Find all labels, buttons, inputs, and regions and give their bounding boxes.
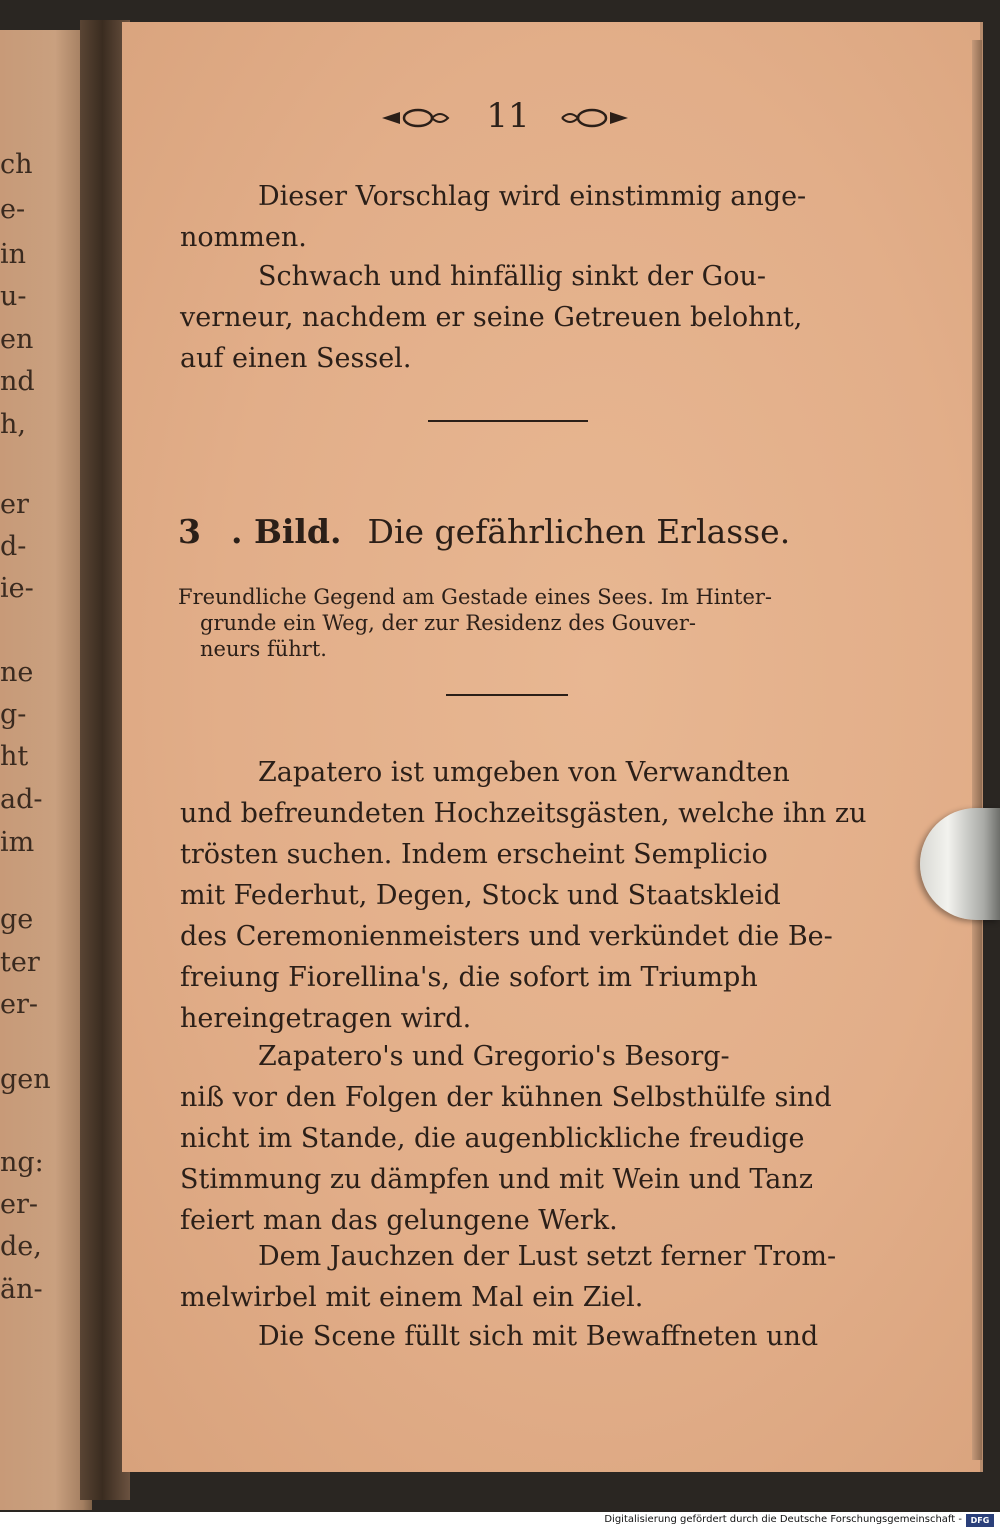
- stage-direction: [178, 584, 838, 662]
- section-divider: [428, 420, 588, 422]
- facing-page-fragment: de,: [0, 1231, 42, 1262]
- stage-line: grunde ein Weg, der zur Residenz des Gouver-: [200, 611, 696, 635]
- text-line: freiung Fiorellina's, die sofort im Triumph: [180, 962, 758, 993]
- facing-page-fragment: ch: [0, 149, 33, 180]
- text-line: mit Federhut, Degen, Stock und Staatskleid: [180, 880, 781, 911]
- text-line: Zapatero ist umgeben von Verwandten: [258, 757, 790, 788]
- facing-page-fragment: en: [0, 324, 34, 355]
- text-line: Dem Jauchzen der Lust setzt ferner Trom-: [258, 1241, 837, 1272]
- facing-page-fragment: än-: [0, 1274, 43, 1305]
- ornament-right-icon: [560, 106, 630, 130]
- text-line: des Ceremonienmeisters und verkündet die Be-: [180, 921, 833, 952]
- text-line: Stimmung zu dämpfen und mit Wein und Tanz: [180, 1164, 813, 1195]
- text-line: nicht im Stande, die augenblickliche freudige: [180, 1123, 805, 1154]
- page-header: [380, 96, 640, 140]
- facing-page-fragment: er-: [0, 989, 39, 1020]
- footer-bar: [0, 1512, 1000, 1530]
- paragraph-gouverneur: [180, 256, 840, 379]
- page-number: 11: [486, 96, 530, 136]
- facing-page-fragment: ne: [0, 657, 34, 688]
- ornament-left-icon: [380, 106, 450, 130]
- facing-page-fragment: ad-: [0, 784, 43, 815]
- facing-page-fragment: gen: [0, 1064, 51, 1095]
- facing-page-fragment: er-: [0, 1189, 39, 1220]
- scene-label: . Bild.: [230, 512, 342, 551]
- text-line: Die Scene füllt sich mit Bewaffneten und: [258, 1321, 819, 1352]
- facing-page-fragment: ng:: [0, 1147, 44, 1178]
- text-line: Schwach und hinfällig sinkt der Gou-: [258, 261, 766, 292]
- paragraph-scene: [180, 1316, 840, 1357]
- scene-heading: [178, 512, 790, 551]
- text-line: Dieser Vorschlag wird einstimmig ange-: [258, 181, 807, 212]
- facing-page-fragment: ht: [0, 741, 29, 772]
- facing-page-fragment: g-: [0, 699, 27, 730]
- paragraph-besorgniss: [180, 1036, 840, 1241]
- scene-title: Die gefährlichen Erlasse.: [367, 512, 791, 551]
- text-line: niß vor den Folgen der kühnen Selbsthülfe sind: [180, 1082, 832, 1113]
- facing-page-fragment: h,: [0, 409, 26, 440]
- footer-credit: Digitalisierung gefördert durch die Deutsche Forschungsgemeinschaft -: [604, 1514, 962, 1525]
- scene-number: 3: [178, 512, 201, 551]
- text-line: melwirbel mit einem Mal ein Ziel.: [180, 1282, 644, 1313]
- facing-page-fragment: nd: [0, 366, 35, 397]
- facing-page: [0, 30, 92, 1510]
- paragraph-vorschlag: [180, 176, 840, 258]
- facing-page-fragment: im: [0, 827, 35, 858]
- paragraph-zapatero: [180, 752, 867, 1039]
- page-edge: [972, 40, 982, 1460]
- paragraph-jauchzen: [180, 1236, 840, 1318]
- facing-page-fragment: u-: [0, 281, 27, 312]
- facing-page-fragment: ge: [0, 904, 34, 935]
- text-line: Zapatero's und Gregorio's Besorg-: [258, 1041, 730, 1072]
- text-line: verneur, nachdem er seine Getreuen belohnt,: [180, 302, 803, 333]
- dfg-logo: DFG: [966, 1514, 994, 1527]
- text-line: auf einen Sessel.: [180, 343, 412, 374]
- facing-page-text: [0, 30, 92, 1510]
- text-line: feiert man das gelungene Werk.: [180, 1205, 618, 1236]
- text-line: hereingetragen wird.: [180, 1003, 472, 1034]
- facing-page-fragment: ter: [0, 947, 40, 978]
- facing-page-fragment: in: [0, 239, 27, 270]
- facing-page-fragment: d-: [0, 531, 27, 562]
- facing-page-fragment: er: [0, 489, 29, 520]
- stage-line: Freundliche Gegend am Gestade eines Sees. Im Hinter-: [178, 585, 773, 609]
- facing-page-fragment: ie-: [0, 573, 34, 604]
- text-line: trösten suchen. Indem erscheint Semplicio: [180, 839, 768, 870]
- section-divider: [446, 694, 568, 696]
- text-line: und befreundeten Hochzeitsgästen, welche ihn zu: [180, 798, 867, 829]
- stage-line: neurs führt.: [200, 637, 327, 661]
- text-line: nommen.: [180, 222, 307, 253]
- facing-page-fragment: e-: [0, 194, 26, 225]
